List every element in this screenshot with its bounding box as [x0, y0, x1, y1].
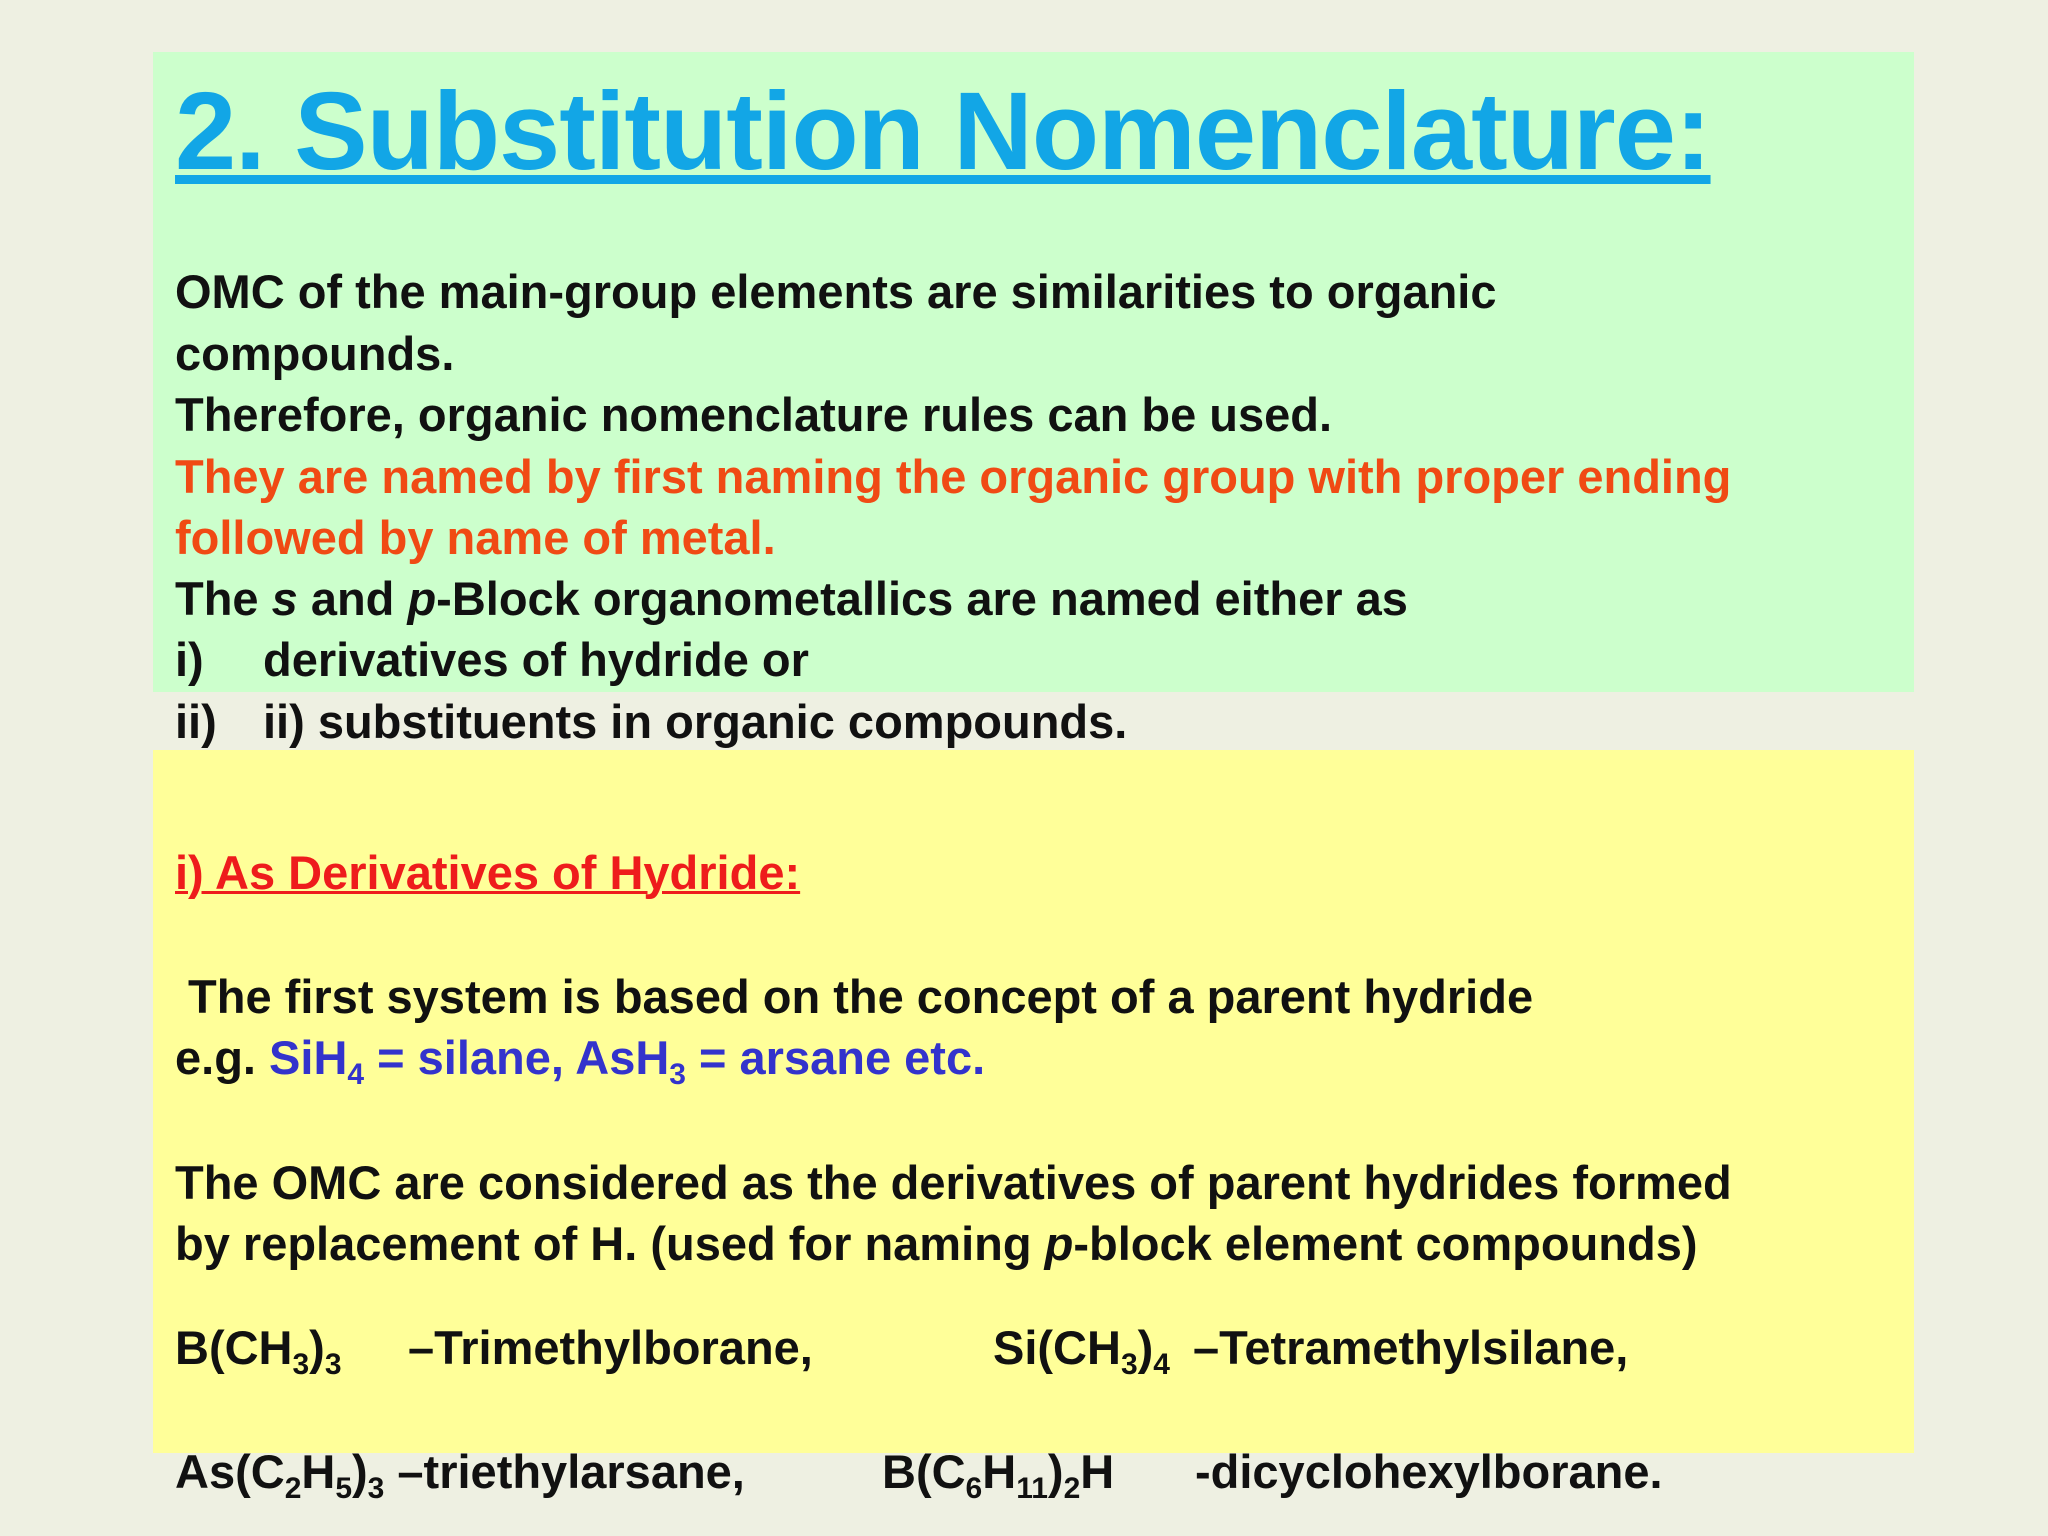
list-text: derivatives of hydride or — [263, 633, 809, 686]
ex1-b: ) — [309, 1321, 325, 1374]
list-label: ii) — [175, 695, 217, 748]
example-formula-1 — [175, 1318, 342, 1381]
section-para-2-line-1: The OMC are considered as the derivatives of parent hydrides formed — [175, 1156, 1732, 1209]
intro-line-1: OMC of the main-group elements are similarities to organic — [175, 265, 1497, 318]
block-s: s — [271, 572, 298, 625]
list-label: i) — [175, 633, 204, 686]
p2-a: by replacement of H. (used for naming — [175, 1217, 1045, 1270]
eg-sih: SiH — [269, 1031, 348, 1084]
eg-silane — [269, 1031, 986, 1091]
eg-arsane: = arsane — [685, 1031, 892, 1084]
section-heading: i) As Derivatives of Hydride: — [175, 846, 801, 899]
p2-b: -block element compounds) — [1073, 1217, 1698, 1270]
ex2-a: Si(CH — [993, 1321, 1121, 1374]
ex2-sub1: 3 — [1120, 1348, 1138, 1381]
ex3-sub3: 3 — [367, 1472, 385, 1505]
ex3-c: ) — [352, 1445, 368, 1498]
example-name-2: –Tetramethylsilane, — [1193, 1321, 1629, 1374]
example-formula-4 — [882, 1442, 1115, 1505]
intro-line-2: compounds. — [175, 327, 455, 380]
example-name-1: –Trimethylborane, — [408, 1321, 813, 1374]
example-line — [175, 1028, 986, 1091]
list-item — [175, 692, 1127, 752]
block-post: -Block organometallics are named either as — [436, 572, 1408, 625]
ex2-b: ) — [1137, 1321, 1154, 1374]
ex1-sub2: 3 — [324, 1348, 342, 1381]
ex3-sub1: 2 — [284, 1472, 302, 1505]
ex4-c: ) — [1047, 1445, 1064, 1498]
ex3-b: H — [301, 1445, 336, 1498]
block-p: p — [407, 572, 437, 625]
eg-prefix: e.g. — [175, 1031, 270, 1084]
example-name-3: –triethylarsane, — [384, 1445, 745, 1498]
block-mid: and — [297, 572, 408, 625]
eg-etc: etc. — [891, 1031, 986, 1084]
red-line-2: followed by name of metal. — [175, 511, 776, 564]
ex4-sub3: 2 — [1063, 1472, 1081, 1505]
ex3-a: As(C — [175, 1445, 285, 1498]
intro-line-3: Therefore, organic nomenclature rules can be used. — [175, 388, 1333, 441]
slide-title: 2. Substitution Nomenclature: — [175, 70, 1711, 193]
ex4-sub1: 6 — [965, 1472, 983, 1505]
eg-sub-4: 4 — [347, 1058, 365, 1091]
ex1-sub1: 3 — [292, 1348, 310, 1381]
eg-ash: = silane, AsH — [364, 1031, 670, 1084]
ex4-b: H — [982, 1445, 1017, 1498]
section-para-2-line-2 — [175, 1214, 1698, 1274]
ex2-sub2: 4 — [1153, 1348, 1170, 1381]
ex3-sub2: 5 — [335, 1472, 353, 1505]
ex1-a: B(CH — [175, 1321, 293, 1374]
list-text: ii) substituents in organic compounds. — [263, 695, 1128, 748]
block-pre: The — [175, 572, 272, 625]
ex4-sub2: 11 — [1016, 1472, 1048, 1505]
ex4-d: H — [1080, 1445, 1115, 1498]
ex4-a: B(C — [882, 1445, 966, 1498]
list-item — [175, 630, 809, 690]
example-formula-2 — [993, 1318, 1170, 1381]
section-para-1: The first system is based on the concept of a parent hydride — [175, 970, 1534, 1023]
example-name-4: -dicyclohexylborane. — [1195, 1445, 1663, 1498]
red-line-1: They are named by first naming the organic group with proper ending — [175, 450, 1732, 503]
block-line — [175, 569, 1408, 629]
example-formula-3 — [175, 1442, 745, 1505]
eg-sub-3: 3 — [669, 1058, 686, 1091]
p2-p: p — [1044, 1217, 1074, 1270]
